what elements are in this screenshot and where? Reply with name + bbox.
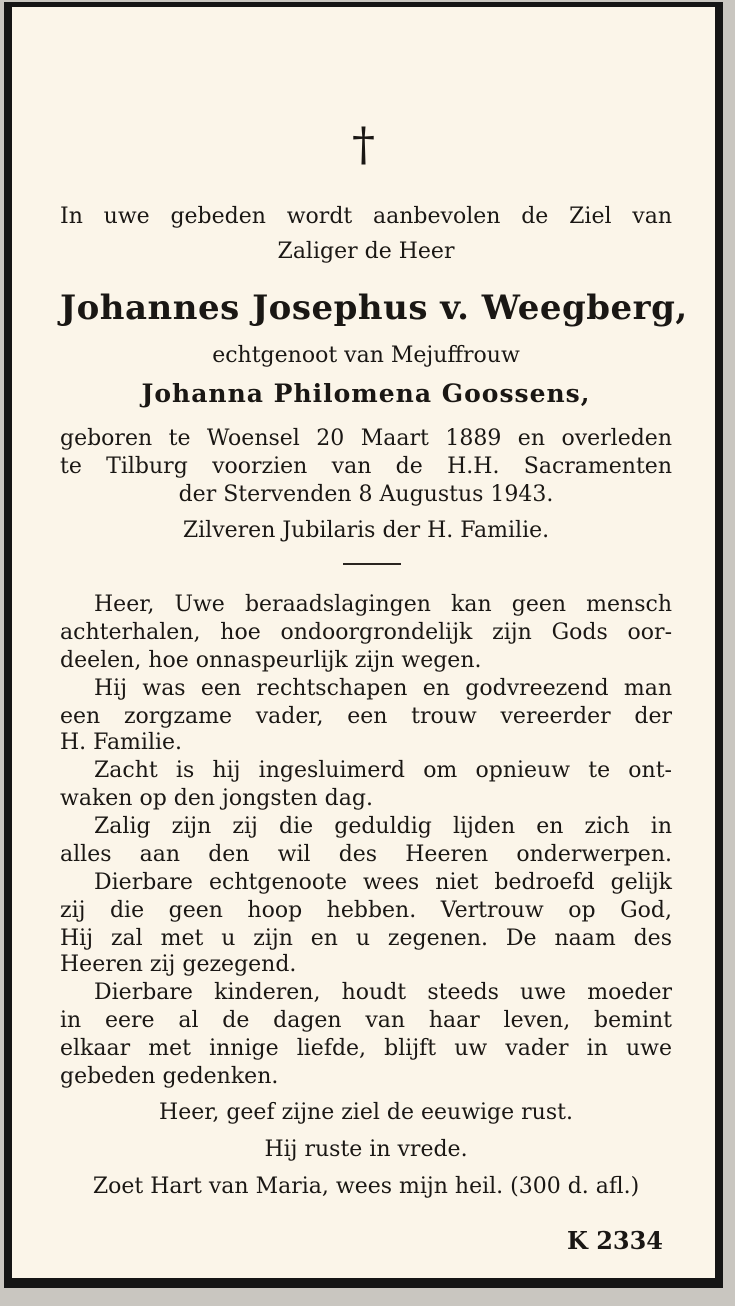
body-line: Dierbare echtgenoote wees niet bedroefd gelijk (94, 870, 672, 895)
divider (343, 563, 401, 565)
body-line: in eere al de dagen van haar leven, bemint (60, 1008, 672, 1033)
body-line: Dierbare kinderen, houdt steeds uwe moeder (94, 980, 672, 1005)
intro-title: Zaliger de Heer (277, 239, 455, 264)
body-line: zij die geen hoop hebben. Vertrouw op God, (60, 898, 672, 923)
body-line: H. Familie. (60, 730, 183, 755)
body-line: achterhalen, hoe ondoorgrondelijk zijn Gods oor- (60, 620, 672, 645)
spouse-intro: echtgenoot van Mejuffrouw (212, 343, 520, 368)
body-line: Heer, Uwe beraadslagingen kan geen mensch (94, 592, 672, 617)
closing-prayer: Heer, geef zijne ziel de eeuwige rust. (159, 1100, 573, 1125)
closing-invocation: Zoet Hart van Maria, wees mijn heil. (300 d. afl.) (92, 1174, 640, 1199)
body-line: waken op den jongsten dag. (60, 786, 373, 811)
life-line: te Tilburg voorzien van de H.H. Sacramenten (60, 454, 672, 479)
body-line: Hij zal met u zijn en u zegenen. De naam des (60, 926, 672, 951)
body-line: een zorgzame vader, een trouw vereerder der (60, 704, 672, 729)
card-code: K 2334 (566, 1226, 663, 1255)
cross-icon: † (352, 117, 375, 171)
life-line: der Stervenden 8 Augustus 1943. (178, 482, 554, 507)
intro-line: In uwe gebeden wordt aanbevolen de Ziel van (60, 204, 672, 229)
spouse-name: Johanna Philomena Goossens, (141, 379, 591, 408)
body-line: alles aan den wil des Heeren onderwerpen. (60, 842, 672, 867)
jubilee-line: Zilveren Jubilaris der H. Familie. (182, 518, 550, 543)
body-line: Hij was een rechtschapen en godvreezend man (94, 676, 672, 701)
body-line: gebeden gedenken. (60, 1064, 279, 1089)
body-line: Zalig zijn zij die geduldig lijden en zich in (94, 814, 672, 839)
body-line: Zacht is hij ingesluimerd om opnieuw te ont- (94, 758, 672, 783)
body-line: deelen, hoe onnaspeurlijk zijn wegen. (60, 648, 482, 673)
memorial-card (4, 2, 723, 1288)
body-line: Heeren zij gezegend. (60, 952, 297, 977)
life-line: geboren te Woensel 20 Maart 1889 en overleden (60, 426, 672, 451)
closing-blessing: Hij ruste in vrede. (264, 1137, 468, 1162)
body-line: elkaar met innige liefde, blijft uw vader in uwe (60, 1036, 672, 1061)
deceased-name: Johannes Josephus v. Weegberg, (60, 288, 688, 328)
